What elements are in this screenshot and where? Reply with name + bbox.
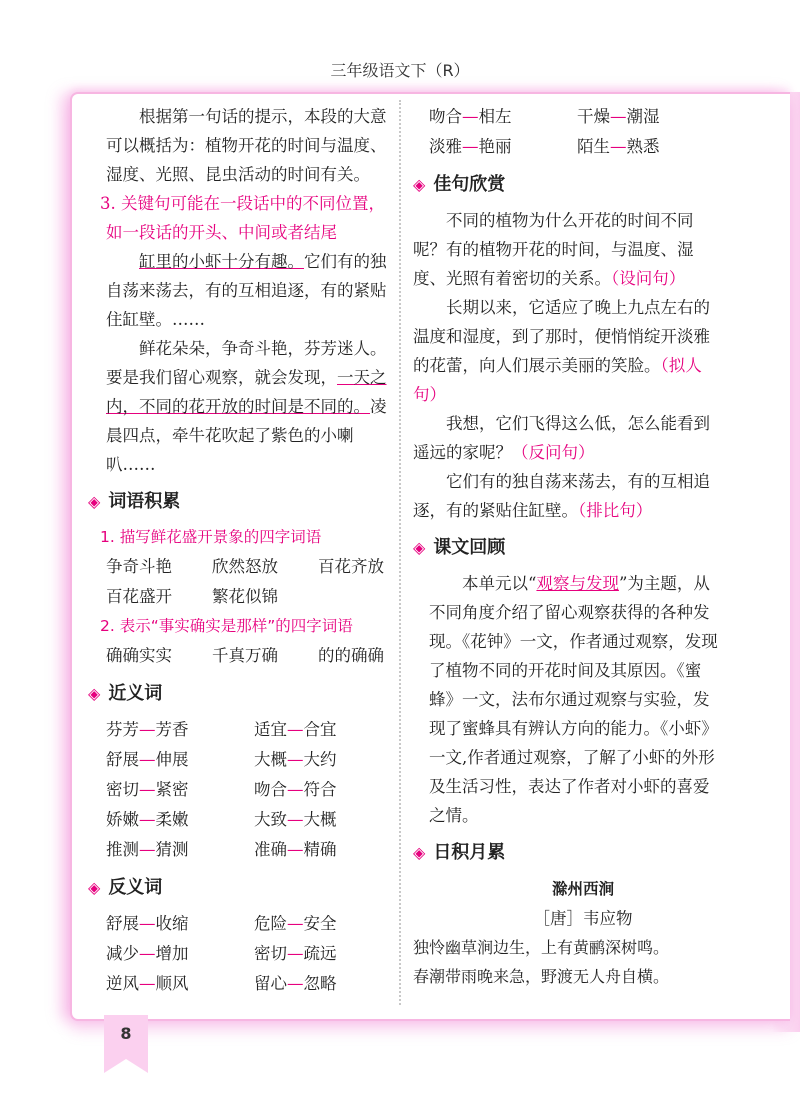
word: 疏远 — [303, 944, 337, 963]
section-vocab — [88, 487, 390, 517]
word: 艳丽 — [478, 137, 512, 156]
word-pair — [254, 715, 337, 745]
section-review — [413, 533, 723, 563]
word-pair — [106, 969, 254, 999]
sentence-tag: （排比句） — [578, 501, 653, 520]
sentence-text: 长期以来，它适应了晚上九点左右的温度和湿度，到了那时，便悄悄绽开淡雅的花蕾，向人们展示美丽的笑脸。 — [413, 298, 710, 375]
key-sentence: 缸里的小虾十分有趣。 — [139, 252, 304, 271]
word-pair-row — [429, 102, 723, 132]
word-pair — [254, 909, 337, 939]
word: 淡雅 — [429, 137, 462, 156]
word: 忽略 — [303, 974, 337, 993]
poem-line: 独怜幽草涧边生，上有黄鹂深树鸣。 — [413, 938, 670, 957]
word: 伸展 — [155, 750, 189, 769]
page-number: 8 — [120, 1024, 132, 1043]
word-pair-row — [106, 939, 390, 969]
pair-dash: — — [139, 840, 156, 859]
word-pair-row — [429, 132, 723, 162]
word: 相左 — [478, 107, 512, 126]
word: 百花齐放 — [318, 557, 384, 576]
poem-author: ［唐］韦应物 — [533, 909, 633, 928]
review-text-b: ”为主题，从不同角度介绍了留心观察获得的各种发现。《花钟》一文，作者通过观察，发现了植物不同的开花时间及其原因。《蜜蜂》一文，法布尔通过观察与实验，发现了蜜蜂具有辨认方向的能力。《小虾》一文,作者通过观察，了解了小虾的外形及生活习性，表达了作者对小虾的喜爱之情。 — [429, 574, 718, 825]
pair-dash: — — [287, 944, 304, 963]
word: 增加 — [155, 944, 189, 963]
word: 干燥 — [577, 107, 610, 126]
word-pair — [106, 805, 254, 835]
section-title: 词语积累 — [108, 491, 181, 512]
review-theme: 观察与发现 — [536, 574, 619, 593]
word: 舒展 — [106, 750, 139, 769]
pair-dash: — — [462, 137, 479, 156]
word: 适宜 — [254, 720, 287, 739]
sentence-tag: （反问句） — [512, 443, 595, 462]
word-pair-row — [106, 835, 390, 865]
word: 娇嫩 — [106, 810, 139, 829]
word-pair — [254, 805, 337, 835]
example-2-text-a: 鲜花朵朵，争奇斗艳，芬芳迷人。要是我们留心观察，就会发现， — [106, 339, 387, 387]
section-sentences — [413, 170, 723, 200]
word: 芳香 — [155, 720, 189, 739]
word: 密切 — [106, 780, 139, 799]
word: 合宜 — [303, 720, 337, 739]
review-text-a: 本单元以“ — [462, 574, 537, 593]
word-pair-row — [106, 969, 390, 999]
section-title: 课文回顾 — [433, 537, 506, 558]
pair-dash: — — [287, 840, 304, 859]
word: 顺风 — [155, 974, 189, 993]
diamond-icon: ◈ — [88, 878, 101, 897]
word: 陌生 — [577, 137, 610, 156]
word: 百花盛开 — [106, 587, 172, 606]
word: 符合 — [303, 780, 337, 799]
word: 柔嫩 — [155, 810, 189, 829]
word: 吻合 — [429, 107, 462, 126]
word: 千真万确 — [212, 646, 278, 665]
word: 的的确确 — [318, 646, 384, 665]
pair-dash: — — [287, 720, 304, 739]
point-3: 3. 关键句可能在一段话中的不同位置， — [100, 194, 385, 213]
example-2 — [106, 334, 390, 479]
word: 芬芳 — [106, 720, 139, 739]
word: 欣然怒放 — [212, 557, 278, 576]
antonym-list-cont — [429, 102, 723, 162]
sentence-tag: （设问句） — [611, 269, 686, 288]
word: 密切 — [254, 944, 287, 963]
vocab-2-title: 2. 表示“事实确实是那样”的四字词语 — [100, 617, 353, 635]
example-1 — [106, 247, 390, 334]
word-pair-row — [106, 909, 390, 939]
section-synonyms — [88, 679, 390, 709]
poem-title: 滁州西涧 — [551, 880, 614, 898]
sentence-3 — [413, 409, 723, 467]
word: 猜测 — [155, 840, 189, 859]
pair-dash: — — [287, 810, 304, 829]
word-pair — [106, 775, 254, 805]
pair-dash: — — [287, 914, 304, 933]
word: 留心 — [254, 974, 287, 993]
word-pair-row — [106, 745, 390, 775]
word-pair — [106, 939, 254, 969]
right-column — [413, 102, 723, 991]
word-pair — [106, 909, 254, 939]
pair-dash: — — [139, 914, 156, 933]
pair-dash: — — [139, 974, 156, 993]
sentence-text: 不同的植物为什么开花的时间不同呢？有的植物开花的时间，与温度、湿度、光照有着密切的关系。 — [413, 211, 694, 288]
diamond-icon: ◈ — [413, 843, 426, 862]
word-pair — [429, 132, 577, 162]
example-2-text-b: 凌晨四点，牵牛花吹起了紫色的小喇叭…… — [106, 397, 387, 474]
antonym-list — [106, 909, 390, 999]
sentence-2 — [413, 293, 723, 409]
column-divider — [399, 100, 401, 1005]
word-pair — [106, 715, 254, 745]
word-pair — [254, 939, 337, 969]
word: 推测 — [106, 840, 139, 859]
sentence-tag: （拟人句） — [413, 356, 702, 404]
word-pair-row — [106, 805, 390, 835]
word: 大致 — [254, 810, 287, 829]
word: 大概 — [254, 750, 287, 769]
sentence-1 — [413, 206, 723, 293]
pair-dash: — — [287, 750, 304, 769]
word-pair — [577, 102, 660, 132]
word: 确确实实 — [106, 646, 172, 665]
pair-dash: — — [139, 810, 156, 829]
sentence-4 — [413, 467, 723, 525]
word: 危险 — [254, 914, 287, 933]
vocab-row — [106, 582, 390, 612]
diamond-icon: ◈ — [88, 492, 101, 511]
pair-dash: — — [139, 944, 156, 963]
word: 安全 — [303, 914, 337, 933]
word-pair — [254, 775, 337, 805]
vocab-row — [106, 552, 390, 582]
diamond-icon: ◈ — [88, 684, 101, 703]
word-pair — [106, 745, 254, 775]
word: 繁花似锦 — [212, 587, 278, 606]
vocab-1-title: 1. 描写鲜花盛开景象的四字词语 — [100, 528, 322, 546]
pair-dash: — — [610, 137, 627, 156]
pair-dash: — — [462, 107, 479, 126]
word: 争奇斗艳 — [106, 557, 172, 576]
word: 紧密 — [155, 780, 189, 799]
intro-paragraph: 根据第一句话的提示，本段的大意可以概括为：植物开花的时间与温度、湿度、光照、昆虫活动的时间有关。 — [106, 107, 387, 184]
word: 准确 — [254, 840, 287, 859]
word-pair-row — [106, 715, 390, 745]
diamond-icon: ◈ — [413, 175, 426, 194]
word-pair — [106, 835, 254, 865]
pair-dash: — — [287, 780, 304, 799]
pair-dash: — — [139, 720, 156, 739]
section-title: 佳句欣赏 — [433, 174, 506, 195]
word: 精确 — [303, 840, 337, 859]
sentence-text: 我想，它们飞得这么低，怎么能看到遥远的家呢？ — [413, 414, 710, 462]
diamond-icon: ◈ — [413, 538, 426, 557]
review-paragraph — [429, 569, 723, 830]
section-antonyms — [88, 873, 390, 903]
word: 吻合 — [254, 780, 287, 799]
word-pair — [429, 102, 577, 132]
word-pair — [254, 835, 337, 865]
word: 大约 — [303, 750, 337, 769]
page-header: 三年级语文下（R） — [330, 61, 470, 80]
word-pair — [254, 745, 337, 775]
word: 大概 — [303, 810, 337, 829]
section-daily — [413, 838, 723, 868]
word: 舒展 — [106, 914, 139, 933]
word: 收缩 — [155, 914, 189, 933]
section-title: 日积月累 — [433, 842, 506, 863]
poem-line: 春潮带雨晚来急，野渡无人舟自横。 — [413, 967, 670, 986]
point-3-cont: 如一段话的开头、中间或者结尾 — [106, 223, 337, 242]
pair-dash: — — [287, 974, 304, 993]
pair-dash: — — [610, 107, 627, 126]
word: 逆风 — [106, 974, 139, 993]
word: 减少 — [106, 944, 139, 963]
word-pair-row — [106, 775, 390, 805]
word: 潮湿 — [626, 107, 660, 126]
synonym-list — [106, 715, 390, 865]
pair-dash: — — [139, 780, 156, 799]
sentence-text: 它们有的独自荡来荡去，有的互相追逐，有的紧贴住缸壁。 — [413, 472, 710, 520]
vocab-row — [106, 641, 390, 671]
word-pair — [254, 969, 337, 999]
left-column — [88, 102, 390, 999]
section-title: 近义词 — [108, 683, 163, 704]
word-pair — [577, 132, 660, 162]
key-sentence-2: 一天之内，不同的花开放的时间是不同的。 — [106, 368, 387, 416]
word: 熟悉 — [626, 137, 660, 156]
section-title: 反义词 — [108, 877, 163, 898]
example-1-text: 它们有的独自荡来荡去，有的互相追逐，有的紧贴住缸壁。…… — [106, 252, 387, 329]
pair-dash: — — [139, 750, 156, 769]
